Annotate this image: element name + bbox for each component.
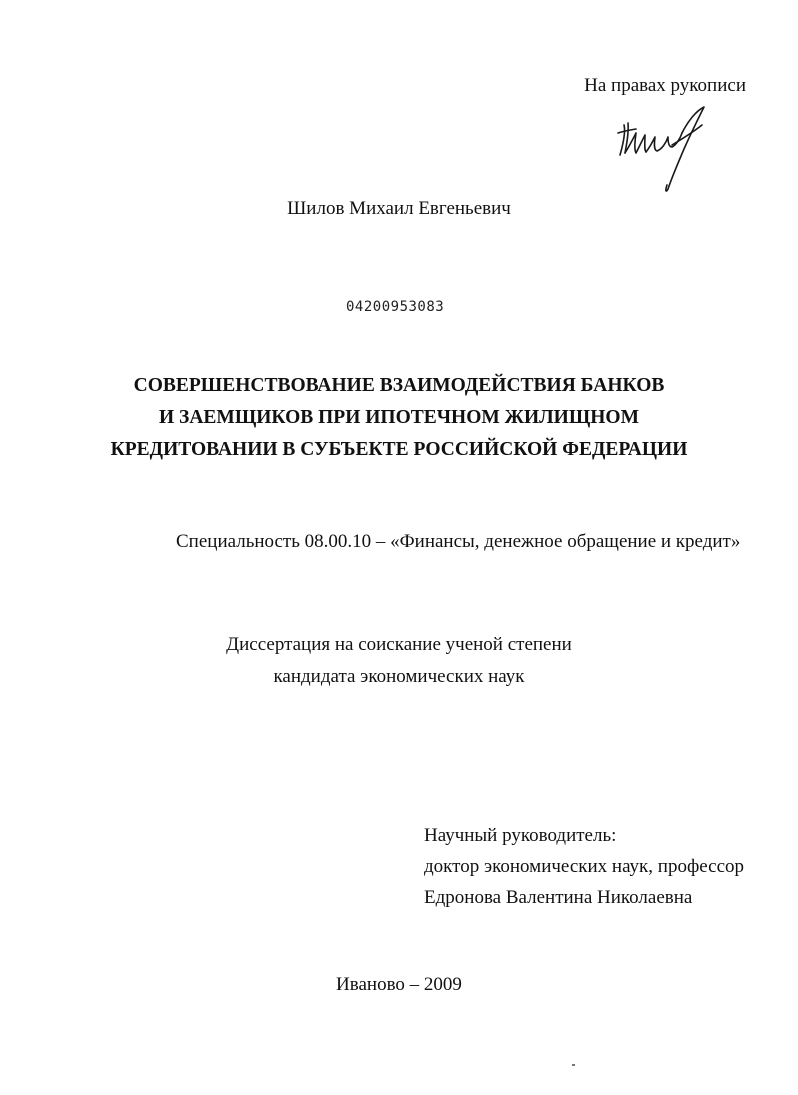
specialty-line: Специальность 08.00.10 – «Финансы, денежное обращение и кредит»: [176, 531, 741, 552]
degree-line: кандидата экономических наук: [273, 666, 525, 687]
rights-label: На правах рукописи: [584, 75, 746, 96]
handwritten-signature-icon: [616, 103, 716, 195]
advisor-label: Научный руководитель:: [424, 825, 617, 846]
title-line: И ЗАЕМЩИКОВ ПРИ ИПОТЕЧНОМ ЖИЛИЩНОМ: [159, 407, 639, 428]
advisor-title: доктор экономических наук, профессор: [424, 856, 745, 877]
degree-line: Диссертация на соискание ученой степени: [226, 634, 572, 655]
document-number: 04200953083: [346, 299, 445, 315]
author-name: Шилов Михаил Евгеньевич: [287, 198, 511, 219]
title-line: СОВЕРШЕНСТВОВАНИЕ ВЗАИМОДЕЙСТВИЯ БАНКОВ: [133, 375, 665, 396]
city-year: Иваново – 2009: [336, 974, 462, 995]
scientific-advisor: [424, 820, 744, 913]
advisor-name: Едронова Валентина Николаевна: [424, 887, 693, 908]
scan-speck: [572, 1064, 575, 1066]
degree-statement: [0, 629, 798, 693]
dissertation-title: [0, 370, 798, 466]
title-line: КРЕДИТОВАНИИ В СУБЪЕКТЕ РОССИЙСКОЙ ФЕДЕРАЦИИ: [110, 439, 688, 460]
